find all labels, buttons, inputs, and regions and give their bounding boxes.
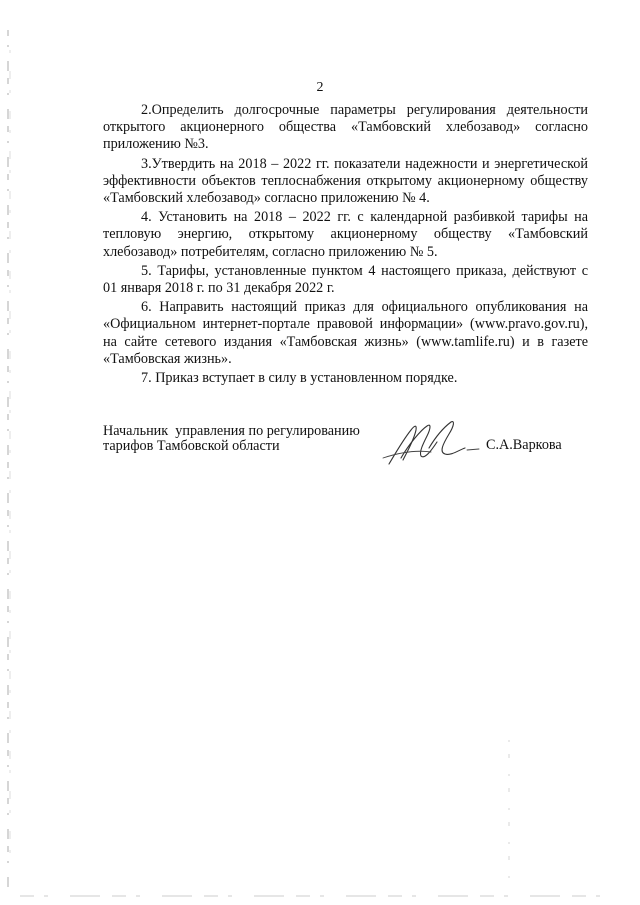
handwritten-signature xyxy=(381,418,491,468)
document-body xyxy=(103,102,588,387)
signature-block xyxy=(103,424,588,484)
signatory-name: С.А.Варкова xyxy=(486,437,562,453)
page-number: 2 xyxy=(316,80,324,95)
paragraph-5: 5. Тарифы, установленные пунктом 4 настоящего приказа, действуют с 01 января 2018 г. по 31 декабря 2022 г. xyxy=(103,262,588,297)
paragraph-2: 2.Определить долгосрочные параметры регулирования деятельности открытого акционерного общества «Тамбовский хлебозавод» согласно приложению №3. xyxy=(103,102,588,153)
signatory-position-line-2: тарифов Тамбовской области xyxy=(103,438,280,454)
scan-edge-artifact-right xyxy=(507,740,511,880)
paragraph-3: 3.Утвердить на 2018 – 2022 гг. показатели надежности и энергетической эффективности объектов теплоснабжения открытому акционерному обществу «Тамбовский хлебозавод» согласно приложению № 4. xyxy=(103,155,588,207)
signatory-position-line-1: Начальник управления по регулированию xyxy=(103,423,360,439)
paragraph-4: 4. Установить на 2018 – 2022 гг. с календарной разбивкой тарифы на тепловую энергию, открытому акционерному обществу «Тамбовский хлебозавод» потребителям, согласно приложению № 5. xyxy=(103,209,588,260)
scan-bottom-artifact xyxy=(20,893,620,899)
paragraph-6: 6. Направить настоящий приказ для официального опубликования на «Официальном интернет-портале правовой информации» (www.pravo.gov.ru), на сайте сетевого издания «Тамбовская жизнь» (www.tamlife.ru) и в газете «Тамбовская жизнь». xyxy=(103,299,588,367)
paragraph-7: 7. Приказ вступает в силу в установленном порядке. xyxy=(141,370,458,387)
scan-edge-artifact xyxy=(6,30,12,890)
signatory-position xyxy=(103,424,360,454)
